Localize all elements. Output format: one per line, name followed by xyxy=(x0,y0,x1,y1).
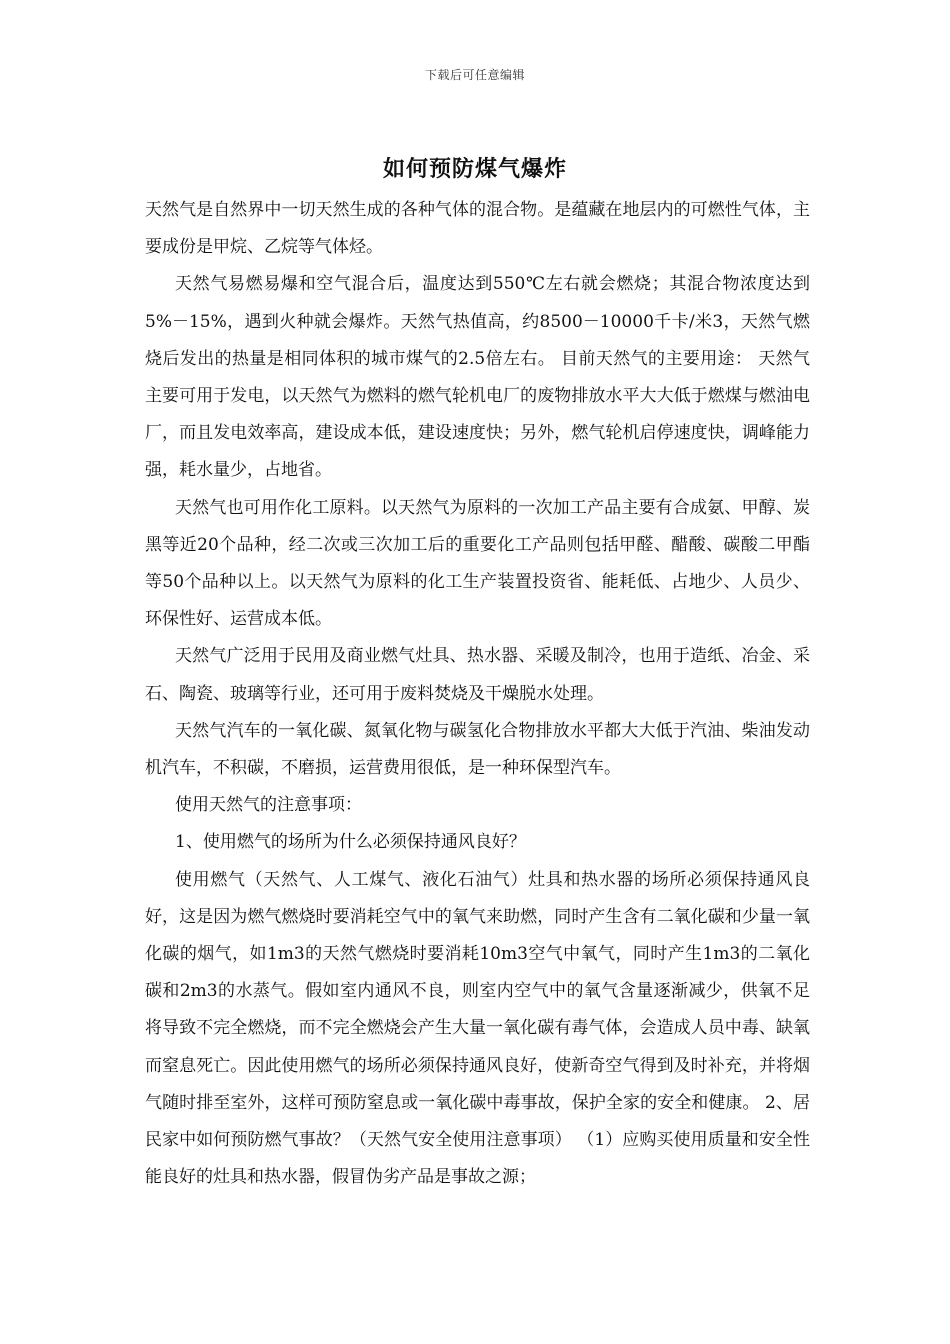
paragraph-intro: 天然气是自然界中一切天然生成的各种气体的混合物。是蕴藏在地层内的可燃性气体，主要成份是甲烷、乙烷等气体烃。 xyxy=(145,200,810,258)
paragraph-civil-use: 天然气广泛用于民用及商业燃气灶具、热水器、采暖及制冷，也用于造纸、冶金、采石、陶瓷、玻璃等行业，还可用于废料焚烧及干燥脱水处理。 xyxy=(145,646,810,704)
paragraph-properties: 天然气易燃易爆和空气混合后，温度达到550℃左右就会燃烧；其混合物浓度达到5%－15%，遇到火种就会爆炸。天然气热值高，约8500－10000千卡/米3，天然气燃烧后发出的热量是相同体积的城市煤气的2.5倍左右。 目前天然气的主要用途： 天然气主要可用于发电，以天然气为燃料的燃气轮机电厂的废物排放水平大大低于燃煤与燃油电厂，而且发电效率高，建设成本低，建设速度快；另外，燃气轮机启停速度快，调峰能力强，耗水量少，占地省。 xyxy=(145,274,810,481)
header-note: 下载后可任意编辑 xyxy=(424,68,525,82)
document-body xyxy=(145,192,810,1196)
question-ventilation: 1、使用燃气的场所为什么必须保持通风良好？ xyxy=(175,832,526,853)
document-title: 如何预防煤气爆炸 xyxy=(382,156,567,182)
section-heading-precautions: 使用天然气的注意事项： xyxy=(175,795,362,816)
paragraph-vehicles: 天然气汽车的一氧化碳、氮氧化物与碳氢化合物排放水平都大大低于汽油、柴油发动机汽车，不积碳，不磨损，运营费用很低，是一种环保型汽车。 xyxy=(145,720,810,779)
paragraph-chemical-use: 天然气也可用作化工原料。以天然气为原料的一次加工产品主要有合成氨、甲醇、炭黑等近20个品种，经二次或三次加工后的重要化工产品则包括甲醛、醋酸、碳酸二甲酯等50个品种以上。以天然气为原料的化工生产装置投资省、能耗低、占地少、人员少、环保性好、运营成本低。 xyxy=(145,497,810,630)
paragraph-ventilation: 使用燃气（天然气、人工煤气、液化石油气）灶具和热水器的场所必须保持通风良好，这是因为燃气燃烧时要消耗空气中的氧气来助燃，同时产生含有二氧化碳和少量一氧化碳的烟气，如1m3的天然气燃烧时要消耗10m3空气中氧气，同时产生1m3的二氧化碳和2m3的水蒸气。假如室内通风不良，则室内空气中的氧气含量逐渐减少，供氧不足将导致不完全燃烧，而不完全燃烧会产生大量一氧化碳有毒气体，会造成人员中毒、缺氧而窒息死亡。因此使用燃气的场所必须保持通风良好，使新奇空气得到及时补充，并将烟气随时排至室外，这样可预防窒息或一氧化碳中毒事故，保护全家的安全和健康。 2、居民家中如何预防燃气事故？（天然气安全使用注意事项） （1）应购买使用质量和安全性能良好的灶具和热水器，假冒伪劣产品是事故之源； xyxy=(145,869,810,1188)
